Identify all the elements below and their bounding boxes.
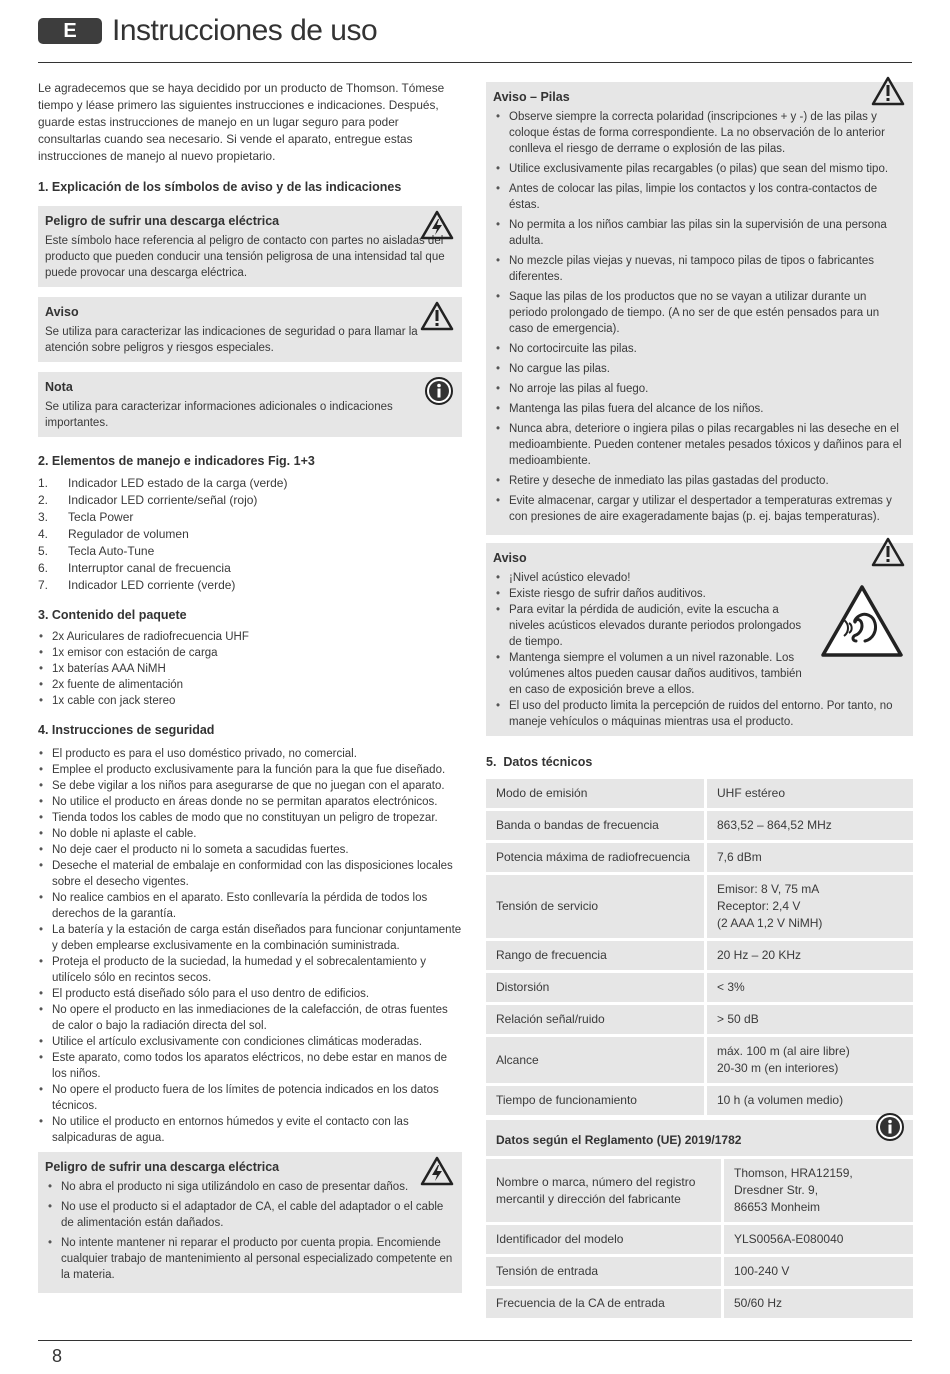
table-row	[486, 811, 913, 840]
list-item: • 1x cable con jack stereo	[38, 693, 462, 709]
battery-warning-title: Aviso – Pilas	[493, 90, 570, 104]
item-label: Indicador LED corriente/señal (rojo)	[68, 493, 258, 507]
list-item: • No doble ni aplaste el cable.	[38, 826, 462, 842]
warning-triangle-icon	[871, 76, 905, 106]
table-row	[486, 1005, 913, 1034]
row-value: > 50 dB	[707, 1005, 913, 1034]
list-item: • No realice cambios en el aparato. Esto conllevaría la pérdida de todos los derechos de la garantía.	[38, 890, 462, 922]
note-symbol-text: Se utiliza para caracterizar informaciones adicionales o indicaciones importantes.	[45, 401, 393, 429]
package-contents-list	[38, 629, 462, 709]
list-item: • Mantenga siempre el volumen a un nivel razonable. Los volúmenes altos pueden causar daños auditivos, también en caso de exposición breve a ellos.	[495, 650, 906, 698]
list-item: • 1x emisor con estación de carga	[38, 645, 462, 661]
warning-symbol-box	[38, 297, 462, 362]
row-label: Modo de emisión	[486, 779, 707, 808]
list-item	[38, 560, 462, 577]
list-item: • No deje caer el producto ni lo someta a sacudidas fuertes.	[38, 842, 462, 858]
shock-symbol-box	[38, 206, 462, 287]
row-value: Emisor: 8 V, 75 mA Receptor: 2,4 V (2 AAA 1,2 V NiMH)	[707, 875, 913, 938]
section-3-heading: 3. Contenido del paquete	[38, 608, 187, 622]
list-item: • Saque las pilas de los productos que no se vayan a utilizar durante un periodo prolongado de tiempo. (A no ser de que estén pensados para un caso de emergencia).	[495, 289, 906, 337]
table-row	[486, 1257, 913, 1286]
regulation-title: Datos según el Reglamento (UE) 2019/1782	[496, 1133, 742, 1147]
row-value: 10 h (a volumen medio)	[707, 1086, 913, 1115]
list-item	[38, 543, 462, 560]
list-item: • Utilice el artículo exclusivamente con condiciones climáticas moderadas.	[38, 1034, 462, 1050]
table-row	[486, 973, 913, 1002]
list-item: • No utilice el producto en áreas donde no se permitan aparatos electrónicos.	[38, 794, 462, 810]
row-label: Frecuencia de la CA de entrada	[486, 1289, 724, 1318]
warning-symbol-text: Se utiliza para caracterizar las indicaciones de seguridad o para llamar la atención sobre peligros y riesgos especiales.	[45, 326, 418, 354]
controls-list	[38, 475, 462, 594]
list-item: • 1x baterías AAA NiMH	[38, 661, 462, 677]
list-item: • ¡Nivel acústico elevado!	[495, 570, 906, 586]
item-number: 2.	[38, 493, 49, 507]
row-value: 7,6 dBm	[707, 843, 913, 872]
list-item: • No arroje las pilas al fuego.	[495, 381, 906, 397]
row-value: 863,52 – 864,52 MHz	[707, 811, 913, 840]
table-row	[486, 941, 913, 970]
list-item: • La batería y la estación de carga están diseñados para funcionar conjuntamente y deben emplearse exclusivamente en la combinación suministrada.	[38, 922, 462, 954]
list-item: • Evite almacenar, cargar y utilizar el despertador a temperaturas extremas y con presiones de aire exageradamente bajas (p. ej. bajas temperaturas).	[495, 493, 906, 525]
table-row	[486, 843, 913, 872]
item-label: Tecla Power	[68, 510, 134, 524]
list-item: • El uso del producto limita la percepción de ruidos del entorno. Por tanto, no maneje vehículos o máquinas mientras usa el producto.	[495, 698, 906, 730]
footer-divider	[38, 1340, 912, 1341]
page-title: Instrucciones de uso	[112, 14, 378, 47]
table-row	[486, 875, 913, 938]
row-label: Identificador del modelo	[486, 1225, 724, 1254]
list-item: • Se debe vigilar a los niños para asegurarse de que no juegan con el aparato.	[38, 778, 462, 794]
list-item: • Utilice exclusivamente pilas recargables (o pilas) que sean del mismo tipo.	[495, 161, 906, 177]
warning-triangle-icon	[420, 301, 454, 331]
row-value: 100-240 V	[724, 1257, 913, 1286]
list-item: • No utilice el producto en entornos húmedos y evite el contacto con las salpicaduras de agua.	[38, 1114, 462, 1146]
section-4-heading: 4. Instrucciones de seguridad	[38, 723, 215, 737]
list-item: • No use el producto si el adaptador de CA, el cable del adaptador o el cable de alimentación están dañados.	[47, 1199, 455, 1231]
list-item	[38, 526, 462, 543]
list-item: • No intente mantener ni reparar el producto por cuenta propia. Encomiende cualquier trabajo de mantenimiento al personal especializado competente en la materia.	[47, 1235, 455, 1283]
regulation-data-table	[486, 1156, 913, 1321]
item-number: 7.	[38, 578, 49, 592]
row-value: 20 Hz – 20 KHz	[707, 941, 913, 970]
list-item	[38, 509, 462, 526]
list-item: • No mezcle pilas viejas y nuevas, ni tampoco pilas de tipos o fabricantes diferentes.	[495, 253, 906, 285]
shock-danger-title: Peligro de sufrir una descarga eléctrica	[45, 1160, 280, 1174]
left-column	[38, 80, 462, 1293]
list-item: • No cortocircuite las pilas.	[495, 341, 906, 357]
warning-symbol-title: Aviso	[45, 305, 79, 319]
list-item: • Retire y deseche de inmediato las pilas gastadas del producto.	[495, 473, 906, 489]
list-item: • El producto es para el uso doméstico privado, no comercial.	[38, 746, 462, 762]
item-number: 6.	[38, 561, 49, 575]
table-row	[486, 1159, 913, 1222]
list-item: • Observe siempre la correcta polaridad (inscripciones + y -) de las pilas y coloque éstas de forma correspondiente. La no observación de lo anterior conlleva el riesgo de derrame o explosión de las pilas.	[495, 109, 906, 157]
hearing-warning-list	[495, 570, 906, 730]
row-value: Thomson, HRA12159, Dresdner Str. 9, 86653 Monheim	[724, 1159, 913, 1222]
table-row	[486, 1037, 913, 1083]
list-item: • No opere el producto fuera de los límites de potencia indicados en los datos técnicos.	[38, 1082, 462, 1114]
row-label: Distorsión	[486, 973, 707, 1002]
section-2-heading: 2. Elementos de manejo e indicadores Fig. 1+3	[38, 454, 315, 468]
list-item: • Para evitar la pérdida de audición, evite la escucha a niveles acústicos elevados durante periodos prolongados de tiempo.	[495, 602, 906, 650]
list-item: • Mantenga las pilas fuera del alcance de los niños.	[495, 401, 906, 417]
row-value: < 3%	[707, 973, 913, 1002]
note-symbol-box	[38, 372, 462, 437]
shock-symbol-title: Peligro de sufrir una descarga eléctrica	[45, 214, 280, 228]
safety-list	[38, 746, 462, 1146]
row-value: 50/60 Hz	[724, 1289, 913, 1318]
page-number: 8	[52, 1346, 63, 1366]
row-label: Rango de frecuencia	[486, 941, 707, 970]
list-item: • Emplee el producto exclusivamente para la función para la que fue diseñado.	[38, 762, 462, 778]
item-label: Interruptor canal de frecuencia	[68, 561, 231, 575]
list-item: • No opere el producto en las inmediaciones de la calefacción, de otras fuentes de calor o bajo la radiación directa del sol.	[38, 1002, 462, 1034]
item-label: Regulador de volumen	[68, 527, 189, 541]
section-1-heading: 1. Explicación de los símbolos de aviso y de las indicaciones	[38, 180, 402, 194]
shock-symbol-text: Este símbolo hace referencia al peligro de contacto con partes no aisladas del producto que pueden conducir una tensión peligrosa de una intensidad tal que puede provocar una descarga eléctrica.	[45, 235, 445, 279]
item-label: Tecla Auto-Tune	[68, 544, 155, 558]
electric-shock-warning-icon	[420, 210, 454, 240]
warning-triangle-icon	[871, 537, 905, 567]
battery-warning-list	[495, 109, 906, 525]
table-row	[486, 779, 913, 808]
row-label: Tensión de servicio	[486, 875, 707, 938]
list-item: • 2x fuente de alimentación	[38, 677, 462, 693]
row-label: Relación señal/ruido	[486, 1005, 707, 1034]
list-item	[38, 577, 462, 594]
row-label: Alcance	[486, 1037, 707, 1083]
item-number: 4.	[38, 527, 49, 541]
page-header	[38, 14, 912, 63]
item-label: Indicador LED estado de la carga (verde)	[68, 476, 288, 490]
hearing-warning-box	[486, 543, 913, 736]
intro-text: Le agradecemos que se haya decidido por un producto de Thomson. Tómese tiempo y léase primero las siguientes instrucciones e indicaciones. Después, guarde estas instrucciones de manejo en un lugar seguro para poder consultarlas cuando sea necesario. Si vende el aparato, entregue estas instrucciones de manejo al nuevo propietario.	[38, 81, 445, 163]
row-label: Tensión de entrada	[486, 1257, 724, 1286]
table-row	[486, 1225, 913, 1254]
item-number: 3.	[38, 510, 49, 524]
list-item: • Este aparato, como todos los aparatos eléctricos, no debe estar en manos de los niños.	[38, 1050, 462, 1082]
table-row	[486, 1289, 913, 1318]
row-label: Potencia máxima de radiofrecuencia	[486, 843, 707, 872]
item-number: 5.	[38, 544, 49, 558]
language-badge: E	[38, 18, 102, 44]
list-item	[38, 475, 462, 492]
row-label: Nombre o marca, número del registro mercantil y dirección del fabricante	[486, 1159, 724, 1222]
table-row	[486, 1086, 913, 1115]
list-item: • No cargue las pilas.	[495, 361, 906, 377]
technical-data-table	[486, 776, 913, 1118]
list-item: • Nunca abra, deteriore o ingiera pilas o pilas recargables ni las deseche en el medioambiente. Pueden contener metales pesados tóxicos y dañinos para el medioambiente.	[495, 421, 906, 469]
row-value: máx. 100 m (al aire libre) 20-30 m (en interiores)	[707, 1037, 913, 1083]
list-item: • Proteja el producto de la suciedad, la humedad y el sobrecalentamiento y utilícelo sólo en recintos secos.	[38, 954, 462, 986]
section-5-heading: 5. Datos técnicos	[486, 755, 593, 769]
row-value: YLS0056A-E080040	[724, 1225, 913, 1254]
row-value: UHF estéreo	[707, 779, 913, 808]
list-item: • 2x Auriculares de radiofrecuencia UHF	[38, 629, 462, 645]
row-label: Tiempo de funcionamiento	[486, 1086, 707, 1115]
list-item: • El producto está diseñado sólo para el uso dentro de edificios.	[38, 986, 462, 1002]
list-item: • Existe riesgo de sufrir daños auditivos.	[495, 586, 906, 602]
item-label: Indicador LED corriente (verde)	[68, 578, 236, 592]
hearing-warning-title: Aviso	[493, 551, 527, 565]
shock-danger-box	[38, 1152, 462, 1293]
battery-warning-box	[486, 82, 913, 535]
list-item	[38, 492, 462, 509]
info-circle-icon	[424, 376, 454, 406]
list-item: • Tienda todos los cables de modo que no constituyan un peligro de tropezar.	[38, 810, 462, 826]
item-number: 1.	[38, 476, 49, 490]
right-column	[486, 82, 913, 1321]
list-item: • No permita a los niños cambiar las pilas sin la supervisión de una persona adulta.	[495, 217, 906, 249]
info-circle-icon	[875, 1112, 905, 1142]
note-symbol-title: Nota	[45, 380, 73, 394]
row-label: Banda o bandas de frecuencia	[486, 811, 707, 840]
shock-danger-list	[47, 1179, 455, 1283]
list-item: • No abra el producto ni siga utilizándolo en caso de presentar daños.	[47, 1179, 455, 1195]
regulation-title-box	[486, 1120, 913, 1156]
list-item: • Antes de colocar las pilas, limpie los contactos y los contra-contactos de éstas.	[495, 181, 906, 213]
list-item: • Deseche el material de embalaje en conformidad con las disposiciones locales sobre el desecho vigentes.	[38, 858, 462, 890]
